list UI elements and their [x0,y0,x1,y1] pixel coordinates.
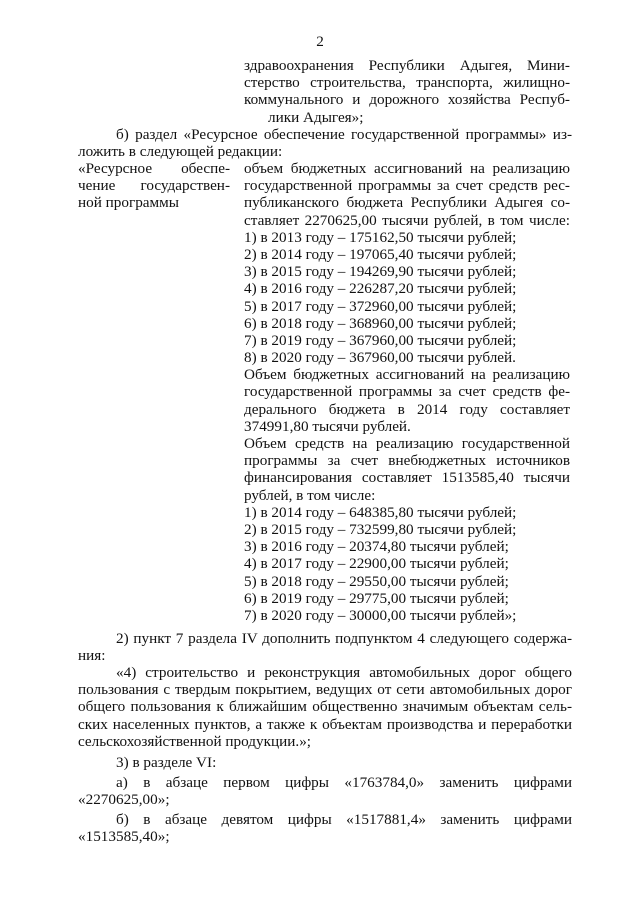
text-line: пользования с твердым покрытием, ведущих от сети автомобильных дорог [78,681,572,699]
page-number: 2 [316,33,324,50]
list-item: 2) в 2014 году – 197065,40 тысячи рублей; [244,245,517,263]
text-line: 374991,80 тысячи рублей. [244,417,411,435]
text-line: объем бюджетных ассигнований на реализацию [244,160,570,177]
list-item: 7) в 2019 году – 367960,00 тысячи рублей; [244,331,517,349]
list-item: 1) в 2013 году – 175162,50 тысячи рублей; [244,228,517,246]
federal-budget-note [244,366,570,435]
text-line: ния: [78,647,106,665]
list-item: 4) в 2016 году – 226287,20 тысячи рублей; [244,280,517,298]
text-line: «2270625,00»; [78,791,170,809]
text-line: «4) строительство и реконструкция автомобильных дорог общего [116,664,572,681]
list-item: 6) в 2019 году – 29775,00 тысячи рублей; [244,589,509,607]
list-item: 3) в 2016 году – 20374,80 тысячи рублей; [244,538,509,556]
offbudget-note [244,435,570,504]
text-line: ной программы [78,194,179,212]
text-line: программы за счет внебюджетных источников [244,452,570,470]
list-item: 1) в 2014 году – 648385,80 тысячи рублей; [244,503,517,521]
text-line: 3) в разделе VI: [116,754,217,771]
text-line: «1513585,40»; [78,828,170,846]
text-line: дерального бюджета в 2014 году составляет [244,400,570,418]
text-line: ложить в следующей редакции: [78,143,283,161]
text-line: стерство строительства, транспорта, жилищно- [244,74,570,92]
text-line: здравоохранения Республики Адыгея, Мини- [244,57,570,74]
budget-intro [244,160,570,229]
text-line: «Ресурсное обеспе- [78,160,230,177]
text-line: ских населенных пунктов, а также к объектам производства и переработки [78,715,572,733]
list-item: 4) в 2017 году – 22900,00 тысячи рублей; [244,555,509,573]
quoted-subparagraph [78,664,572,750]
text-line: Объем бюджетных ассигнований на реализацию [244,366,570,384]
top-continuation-block [244,57,570,126]
text-line: общего пользования к ближайшим общественно значимым объектам сель- [78,698,572,716]
text-line: Объем средств на реализацию государственной [244,435,570,452]
list-item: 2) в 2015 году – 732599,80 тысячи рублей; [244,520,517,538]
text-line: государственной программы за счет средств рес- [244,177,570,195]
paragraph-3 [78,754,572,771]
paragraph-3a [78,774,572,808]
text-line: ставляет 2270625,00 тысячи рублей, в том числе: [244,211,570,229]
list-item: 5) в 2018 году – 29550,00 тысячи рублей; [244,572,509,590]
text-line: рублей, в том числе: [244,486,376,504]
list-item: 7) в 2020 году – 30000,00 тысячи рублей»; [244,606,517,624]
text-line: государственной программы за счет средств фе- [244,383,570,401]
text-line: 2) пункт 7 раздела IV дополнить подпунктом 4 следующего содержа- [116,630,572,647]
paragraph-2 [78,630,572,664]
text-line: публиканского бюджета Республики Адыгея со- [244,194,570,212]
paragraph-b [78,126,572,160]
list-item: 5) в 2017 году – 372960,00 тысячи рублей; [244,297,517,315]
offbudget-years-list [244,504,570,624]
text-line: б) в абзаце девятом цифры «1517881,4» заменить цифрами [116,811,572,828]
budget-years-list [244,229,570,367]
text-line: чение государствен- [78,177,230,195]
paragraph-3b [78,811,572,845]
list-item: 6) в 2018 году – 368960,00 тысячи рублей; [244,314,517,332]
text-line: а) в абзаце первом цифры «1763784,0» заменить цифрами [116,774,572,791]
table-left-column [78,160,230,212]
list-item: 3) в 2015 году – 194269,90 тысячи рублей; [244,263,517,281]
text-line: коммунального и дорожного хозяйства Респуб- [244,91,570,109]
text-line: лики Адыгея»; [268,108,364,126]
text-line: сельскохозяйственной продукции.»; [78,732,312,750]
text-line: б) раздел «Ресурсное обеспечение государственной программы» из- [116,126,572,143]
text-line: финансирования составляет 1513585,40 тысячи [244,469,570,487]
list-item: 8) в 2020 году – 367960,00 тысячи рублей. [244,349,516,367]
table-right-column [244,160,570,624]
